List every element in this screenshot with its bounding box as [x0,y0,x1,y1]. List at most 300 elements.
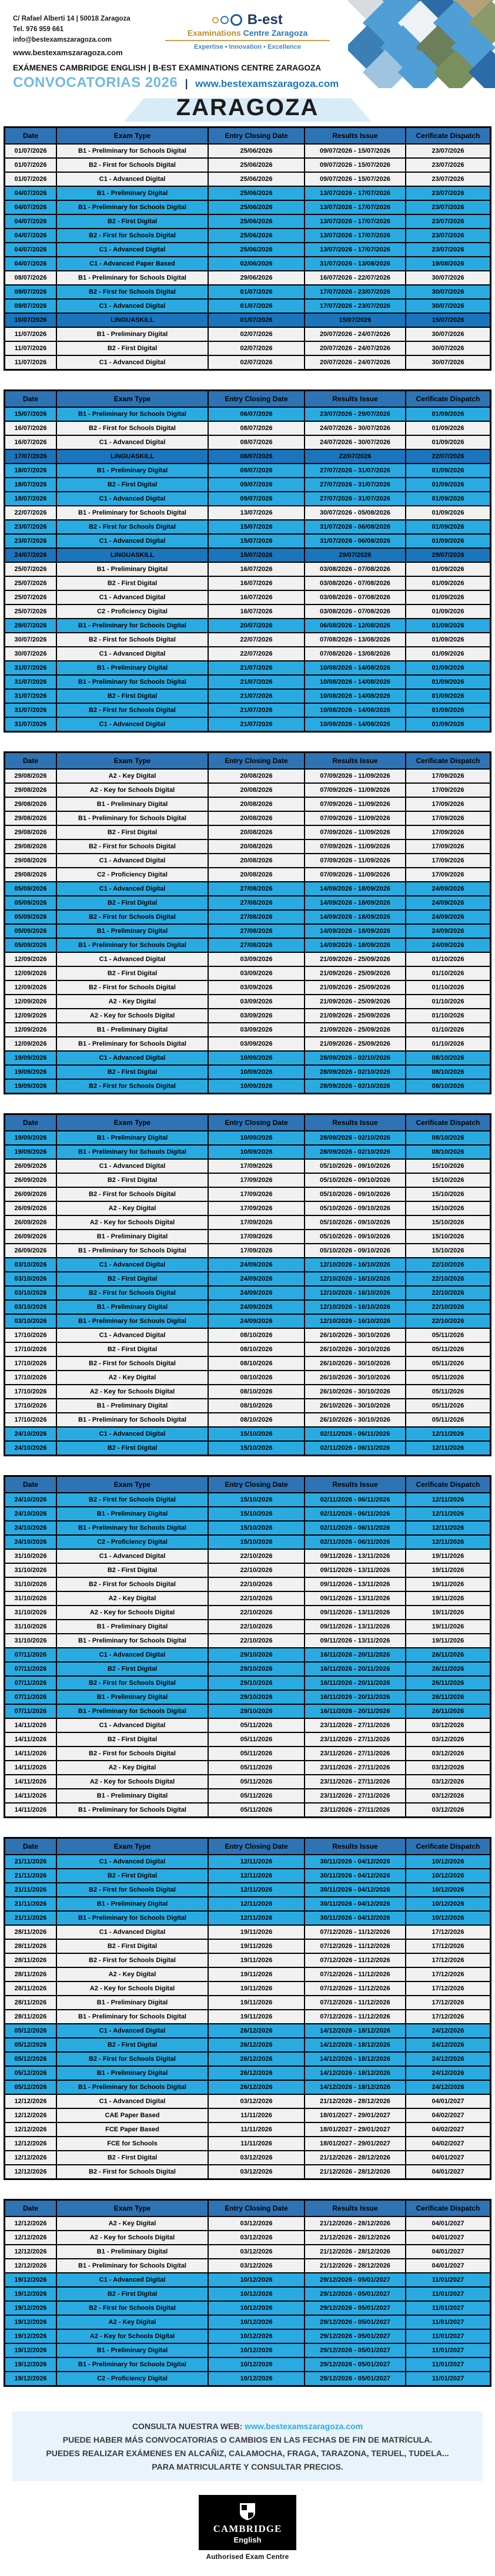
cell-dispatch: 01/10/2026 [406,1009,491,1023]
cell-exam: B1 - Preliminary Digital [56,1230,208,1244]
cell-exam: A2 - Key for Schools Digital [56,1606,208,1620]
cell-exam: B2 - First Digital [56,1732,208,1747]
cell-entry: 21/07/2026 [208,661,305,675]
cell-entry: 22/10/2026 [208,1549,305,1563]
cell-dispatch: 22/10/2026 [406,1272,491,1286]
convocatorias-label: CONVOCATORIAS 2026 [13,75,178,90]
cell-entry: 25/06/2026 [208,214,305,229]
table-row [5,1159,491,1173]
table-row [5,2259,491,2273]
cell-entry: 21/07/2026 [208,675,305,689]
cell-dispatch: 01/09/2026 [406,590,491,604]
cell-dispatch: 17/09/2026 [406,839,491,854]
cell-date: 25/07/2026 [5,590,57,604]
table-row [5,590,491,604]
cell-exam: C1 - Advanced Digital [56,1648,208,1662]
cell-date: 28/11/2026 [5,2010,57,2024]
cell-entry: 11/11/2026 [208,2122,305,2137]
cell-exam: B1 - Preliminary Digital [56,327,208,341]
cell-date: 18/07/2026 [5,478,57,492]
cell-results: 10/08/2026 - 14/08/2026 [305,717,406,732]
table-row [5,1883,491,1897]
cell-dispatch: 11/01/2027 [406,2273,491,2287]
cell-date: 17/10/2026 [5,1342,57,1356]
table-row [5,2010,491,2024]
table-row [5,717,491,732]
cell-results: 26/10/2026 - 30/10/2026 [305,1413,406,1427]
cell-dispatch: 01/09/2026 [406,435,491,449]
cell-results: 31/07/2026 - 06/08/2026 [305,534,406,548]
cell-entry: 26/12/2026 [208,2052,305,2066]
cell-date: 05/12/2026 [5,2052,57,2066]
table-row [5,144,491,158]
cell-dispatch: 03/12/2026 [406,1789,491,1803]
cell-dispatch: 11/01/2027 [406,2372,491,2386]
cell-date: 17/07/2026 [5,449,57,464]
cell-results: 21/12/2026 - 28/12/2026 [305,2245,406,2259]
table-row [5,520,491,534]
phone-line: Tel. 976 959 661 [13,25,64,33]
cell-entry: 20/08/2026 [208,797,305,811]
banner-website-link[interactable]: www.bestexamszaragoza.com [195,78,339,89]
cell-dispatch: 01/09/2026 [406,421,491,435]
table-row [5,2122,491,2137]
cell-results: 03/08/2026 - 07/08/2026 [305,576,406,590]
cell-results: 29/12/2026 - 05/01/2027 [305,2329,406,2343]
cell-dispatch: 24/09/2026 [406,910,491,924]
cell-entry: 20/08/2026 [208,769,305,783]
table-row [5,783,491,797]
cell-dispatch: 17/09/2026 [406,797,491,811]
table-header-row [5,127,491,145]
cell-results: 17/07/2026 - 23/07/2026 [305,285,406,299]
cell-dispatch: 01/09/2026 [406,492,491,506]
footer-line3: PUEDES REALIZAR EXÁMENES EN ALCAÑIZ, CALAMOCHA, FRAGA, TARAZONA, TERUEL, TUDELA... [46,2449,449,2459]
cell-dispatch: 19/11/2026 [406,1549,491,1563]
cell-date: 19/12/2026 [5,2273,57,2287]
cell-exam: B2 - First Digital [56,2151,208,2165]
cell-date: 21/11/2026 [5,1883,57,1897]
cell-exam: C1 - Advanced Digital [56,1549,208,1563]
cell-date: 11/07/2026 [5,355,57,370]
cell-entry: 12/11/2026 [208,1911,305,1925]
cell-results: 13/07/2026 - 17/07/2026 [305,229,406,243]
cell-exam: B2 - First for Schools Digital [56,633,208,647]
cell-results: 26/10/2026 - 30/10/2026 [305,1342,406,1356]
column-header-date: Date [5,391,57,408]
cell-dispatch: 01/09/2026 [406,506,491,520]
table-row [5,2301,491,2315]
table-row [5,506,491,520]
cell-entry: 03/09/2026 [208,966,305,980]
cell-date: 17/10/2026 [5,1385,57,1399]
table-row [5,1328,491,1342]
table-row [5,1371,491,1385]
cell-exam: B1 - Preliminary Digital [56,464,208,478]
cell-date: 28/11/2026 [5,1996,57,2010]
cell-entry: 03/09/2026 [208,1023,305,1037]
cell-entry: 09/07/2026 [208,478,305,492]
cell-exam: B2 - First for Schools Digital [56,703,208,717]
table-row [5,548,491,562]
cell-dispatch: 19/11/2026 [406,1606,491,1620]
cell-entry: 24/09/2026 [208,1314,305,1328]
table-row [5,633,491,647]
table-row [5,1662,491,1676]
cell-exam: C1 - Advanced Digital [56,355,208,370]
cell-entry: 15/10/2026 [208,1521,305,1535]
cell-entry: 11/11/2026 [208,2108,305,2122]
cell-results: 27/07/2026 - 31/07/2026 [305,464,406,478]
cell-date: 29/08/2026 [5,769,57,783]
cell-entry: 02/07/2026 [208,355,305,370]
cell-exam: C2 - Proficiency Digital [56,2372,208,2386]
cell-date: 31/10/2026 [5,1563,57,1577]
table-row [5,158,491,172]
table-row [5,2137,491,2151]
cell-results: 13/07/2026 - 17/07/2026 [305,186,406,200]
exam-schedule-table [4,1837,491,2180]
cell-exam: B2 - First Digital [56,825,208,839]
cell-exam: B2 - First Digital [56,896,208,910]
cell-entry: 03/12/2026 [208,2231,305,2245]
cell-exam: C1 - Advanced Digital [56,590,208,604]
cell-entry: 16/07/2026 [208,576,305,590]
cell-date: 14/11/2026 [5,1789,57,1803]
cell-exam: A2 - Key for Schools Digital [56,2231,208,2245]
cell-entry: 08/07/2026 [208,435,305,449]
cell-dispatch: 01/10/2026 [406,1037,491,1051]
footer-website-link[interactable]: www.bestexamszaragoza.com [245,2421,363,2431]
cell-entry: 21/07/2026 [208,717,305,732]
column-header-dispatch: Cerificate Dispatch [406,2200,491,2217]
cell-dispatch: 11/01/2027 [406,2315,491,2329]
cell-exam: A2 - Key Digital [56,769,208,783]
exam-schedule-table [4,389,491,733]
cell-exam: B2 - First for Schools Digital [56,1356,208,1371]
cell-entry: 10/12/2026 [208,2329,305,2343]
cell-dispatch: 01/09/2026 [406,478,491,492]
cell-date: 08/07/2026 [5,271,57,285]
cell-dispatch: 05/11/2026 [406,1413,491,1427]
cell-dispatch: 05/11/2026 [406,1356,491,1371]
cell-entry: 15/07/2026 [208,520,305,534]
cell-date: 05/12/2026 [5,2066,57,2080]
cell-entry: 25/06/2026 [208,186,305,200]
column-header-exam: Exam Type [56,391,208,408]
cell-date: 29/08/2026 [5,797,57,811]
cell-results: 02/11/2026 - 06/11/2026 [305,1521,406,1535]
cell-date: 04/07/2026 [5,243,57,257]
cell-date: 17/10/2026 [5,1399,57,1413]
cell-exam: A2 - Key Digital [56,1201,208,1215]
cell-dispatch: 23/07/2026 [406,186,491,200]
cell-entry: 29/10/2026 [208,1704,305,1718]
cell-dispatch: 01/10/2026 [406,980,491,995]
cell-results: 12/10/2026 - 16/10/2026 [305,1272,406,1286]
cell-exam: B1 - Preliminary Digital [56,1131,208,1145]
cell-entry: 25/06/2026 [208,144,305,158]
cell-entry: 02/07/2026 [208,341,305,355]
cell-exam: B1 - Preliminary for Schools Digital [56,619,208,633]
cell-results: 12/10/2026 - 16/10/2026 [305,1300,406,1314]
table-row [5,1732,491,1747]
cell-results: 03/08/2026 - 07/08/2026 [305,590,406,604]
cell-results: 09/07/2026 - 15/07/2026 [305,172,406,186]
cell-dispatch: 05/11/2026 [406,1399,491,1413]
cell-entry: 22/07/2026 [208,633,305,647]
table-row [5,1981,491,1996]
cell-results: 29/12/2026 - 05/01/2027 [305,2357,406,2372]
cell-exam: B2 - First for Schools Digital [56,520,208,534]
authorised-exam-centre-label: Authorised Exam Centre [206,2554,289,2561]
cell-date: 19/09/2026 [5,1065,57,1079]
column-header-date: Date [5,2200,57,2217]
cell-exam: A2 - Key Digital [56,995,208,1009]
cell-exam: B1 - Preliminary for Schools Digital [56,1244,208,1258]
cell-date: 24/10/2026 [5,1521,57,1535]
cell-date: 16/07/2026 [5,435,57,449]
cell-results: 12/10/2026 - 16/10/2026 [305,1314,406,1328]
cell-results: 21/09/2026 - 25/09/2026 [305,1023,406,1037]
table-row [5,1620,491,1634]
table-row [5,576,491,590]
cell-date: 17/10/2026 [5,1356,57,1371]
cell-results: 29/12/2026 - 05/01/2027 [305,2273,406,2287]
cell-entry: 15/10/2026 [208,1427,305,1441]
table-row [5,1634,491,1648]
cambridge-shield-icon [239,2502,256,2521]
table-row [5,1051,491,1065]
table-row [5,200,491,214]
table-row [5,811,491,825]
website-link[interactable]: www.bestexamszaragoza.com [13,48,123,58]
table-row [5,1286,491,1300]
cell-exam: B1 - Preliminary for Schools Digital [56,200,208,214]
cell-results: 28/09/2026 - 02/10/2026 [305,1051,406,1065]
cell-date: 21/11/2026 [5,1911,57,1925]
cell-date: 26/09/2026 [5,1201,57,1215]
cell-entry: 15/10/2026 [208,1507,305,1521]
cell-date: 07/11/2026 [5,1690,57,1704]
cell-dispatch: 04/01/2027 [406,2245,491,2259]
cell-entry: 10/12/2026 [208,2343,305,2357]
table-row [5,1996,491,2010]
cell-results: 21/09/2026 - 25/09/2026 [305,1037,406,1051]
cell-results: 21/12/2026 - 28/12/2026 [305,2216,406,2231]
cell-exam: C1 - Advanced Digital [56,299,208,313]
column-header-exam: Exam Type [56,1476,208,1493]
cell-results: 07/12/2026 - 11/12/2026 [305,1996,406,2010]
cell-entry: 08/10/2026 [208,1413,305,1427]
cell-dispatch: 30/07/2026 [406,285,491,299]
cell-exam: B2 - First for Schools Digital [56,2052,208,2066]
cell-exam: C1 - Advanced Digital [56,1159,208,1173]
cell-results: 23/11/2026 - 27/11/2026 [305,1747,406,1761]
cell-entry: 10/12/2026 [208,2301,305,2315]
cell-date: 21/11/2026 [5,1869,57,1883]
cell-exam: B1 - Preliminary Digital [56,924,208,938]
cell-dispatch: 23/07/2026 [406,200,491,214]
cell-exam: B2 - First Digital [56,341,208,355]
cell-entry: 05/11/2026 [208,1775,305,1789]
cell-date: 05/12/2026 [5,2080,57,2094]
table-row [5,1507,491,1521]
cell-dispatch: 04/01/2027 [406,2094,491,2108]
cell-dispatch: 11/01/2027 [406,2301,491,2315]
cell-entry: 16/07/2026 [208,562,305,576]
table-row [5,882,491,896]
cell-date: 28/11/2026 [5,1925,57,1939]
cell-dispatch: 01/09/2026 [406,633,491,647]
column-header-results: Results Issue [305,1476,406,1493]
cell-entry: 01/07/2026 [208,299,305,313]
table-row [5,1244,491,1258]
cell-results: 05/10/2026 - 09/10/2026 [305,1215,406,1230]
cell-exam: B1 - Preliminary for Schools Digital [56,1803,208,1818]
cell-exam: B1 - Preliminary for Schools Digital [56,1704,208,1718]
cell-results: 21/09/2026 - 25/09/2026 [305,995,406,1009]
table-row [5,421,491,435]
cell-results: 03/08/2026 - 07/08/2026 [305,562,406,576]
cell-results: 18/01/2027 - 29/01/2027 [305,2108,406,2122]
table-row [5,1065,491,1079]
footer-note [12,2412,483,2481]
cell-exam: A2 - Key for Schools Digital [56,1981,208,1996]
cell-results: 12/10/2026 - 16/10/2026 [305,1258,406,1272]
cell-date: 12/09/2026 [5,952,57,966]
cell-dispatch: 26/11/2026 [406,1662,491,1676]
email-link[interactable]: info@bestexamszaragoza.com [13,36,112,43]
cell-entry: 24/09/2026 [208,1300,305,1314]
column-header-exam: Exam Type [56,2200,208,2217]
cell-exam: B1 - Preliminary for Schools Digital [56,1911,208,1925]
logo-subtitle-blue: Centre Zaragoza [243,28,308,38]
cell-dispatch: 17/09/2026 [406,854,491,868]
table-row [5,2165,491,2179]
cell-results: 10/08/2026 - 14/08/2026 [305,689,406,703]
cell-dispatch: 04/01/2027 [406,2165,491,2179]
cell-entry: 17/09/2026 [208,1201,305,1215]
cell-date: 19/09/2026 [5,1145,57,1159]
cell-results: 12/10/2026 - 16/10/2026 [305,1286,406,1300]
column-header-results: Results Issue [305,391,406,408]
cell-exam: B2 - First Digital [56,1065,208,1079]
table-header-row [5,2200,491,2217]
cell-entry: 08/10/2026 [208,1371,305,1385]
cell-date: 29/08/2026 [5,839,57,854]
table-row [5,1441,491,1456]
table-row [5,534,491,548]
table-row [5,2329,491,2343]
cell-date: 28/11/2026 [5,1953,57,1967]
cell-results: 26/10/2026 - 30/10/2026 [305,1385,406,1399]
cell-entry: 15/07/2026 [208,534,305,548]
cell-entry: 17/09/2026 [208,1187,305,1201]
table-row [5,797,491,811]
cell-dispatch: 04/01/2027 [406,2231,491,2245]
cell-exam: B2 - First Digital [56,1939,208,1953]
cell-exam: A2 - Key for Schools Digital [56,1775,208,1789]
table-row [5,1037,491,1051]
cell-date: 01/07/2026 [5,172,57,186]
table-row [5,1591,491,1606]
cell-entry: 22/07/2026 [208,647,305,661]
cell-exam: B2 - First Digital [56,1563,208,1577]
table-row [5,1803,491,1818]
cell-exam: LINGUASKILL [56,449,208,464]
cell-entry: 08/10/2026 [208,1342,305,1356]
cell-results: 09/11/2026 - 13/11/2026 [305,1634,406,1648]
cell-date: 31/07/2026 [5,675,57,689]
cell-results: 29/07/2026 [305,548,406,562]
cell-results: 28/09/2026 - 02/10/2026 [305,1131,406,1145]
cell-dispatch: 10/12/2026 [406,1855,491,1869]
cell-dispatch: 24/09/2026 [406,896,491,910]
cell-entry: 03/12/2026 [208,2259,305,2273]
cell-exam: A2 - Key for Schools Digital [56,1385,208,1399]
table-row [5,299,491,313]
cell-exam: B2 - First Digital [56,2038,208,2052]
cell-date: 12/09/2026 [5,966,57,980]
table-row [5,769,491,783]
cell-entry: 24/09/2026 [208,1272,305,1286]
cell-dispatch: 17/12/2026 [406,1925,491,1939]
cell-dispatch: 01/10/2026 [406,1023,491,1037]
cell-date: 23/07/2026 [5,520,57,534]
cell-entry: 20/07/2026 [208,619,305,633]
cell-results: 07/09/2026 - 11/09/2026 [305,769,406,783]
cell-exam: B1 - Preliminary Digital [56,2245,208,2259]
cell-dispatch: 08/10/2026 [406,1051,491,1065]
cell-date: 25/07/2026 [5,576,57,590]
cell-results: 05/10/2026 - 09/10/2026 [305,1187,406,1201]
cell-results: 13/07/2026 - 17/07/2026 [305,214,406,229]
cell-results: 13/07/2026 - 17/07/2026 [305,200,406,214]
cell-dispatch: 24/09/2026 [406,924,491,938]
banner-separator: | [185,78,188,89]
cell-entry: 05/11/2026 [208,1732,305,1747]
cell-exam: C1 - Advanced Digital [56,534,208,548]
cell-results: 10/08/2026 - 14/08/2026 [305,675,406,689]
cell-date: 05/09/2026 [5,938,57,952]
cell-date: 26/09/2026 [5,1187,57,1201]
cell-results: 07/12/2026 - 11/12/2026 [305,1939,406,1953]
cell-entry: 21/07/2026 [208,689,305,703]
cell-exam: B1 - Preliminary for Schools Digital [56,407,208,421]
best-logo [159,12,336,51]
cell-results: 26/10/2026 - 30/10/2026 [305,1371,406,1385]
table-row [5,2315,491,2329]
cell-dispatch: 17/12/2026 [406,1953,491,1967]
cell-exam: A2 - Key for Schools Digital [56,783,208,797]
cell-date: 03/10/2026 [5,1314,57,1328]
cell-exam: B1 - Preliminary for Schools Digital [56,2080,208,2094]
cell-date: 31/10/2026 [5,1606,57,1620]
cell-exam: C1 - Advanced Digital [56,1328,208,1342]
cell-dispatch: 05/11/2026 [406,1385,491,1399]
cell-results: 15/07/2026 [305,313,406,327]
cell-exam: C1 - Advanced Digital [56,243,208,257]
footer-consulta-label: CONSULTA NUESTRA WEB: [132,2421,243,2431]
cell-date: 31/07/2026 [5,689,57,703]
cell-dispatch: 10/12/2026 [406,1897,491,1911]
cell-date: 24/10/2026 [5,1427,57,1441]
cell-exam: C1 - Advanced Digital [56,2273,208,2287]
table-row [5,1215,491,1230]
cell-entry: 27/08/2026 [208,938,305,952]
cell-entry: 06/07/2026 [208,407,305,421]
